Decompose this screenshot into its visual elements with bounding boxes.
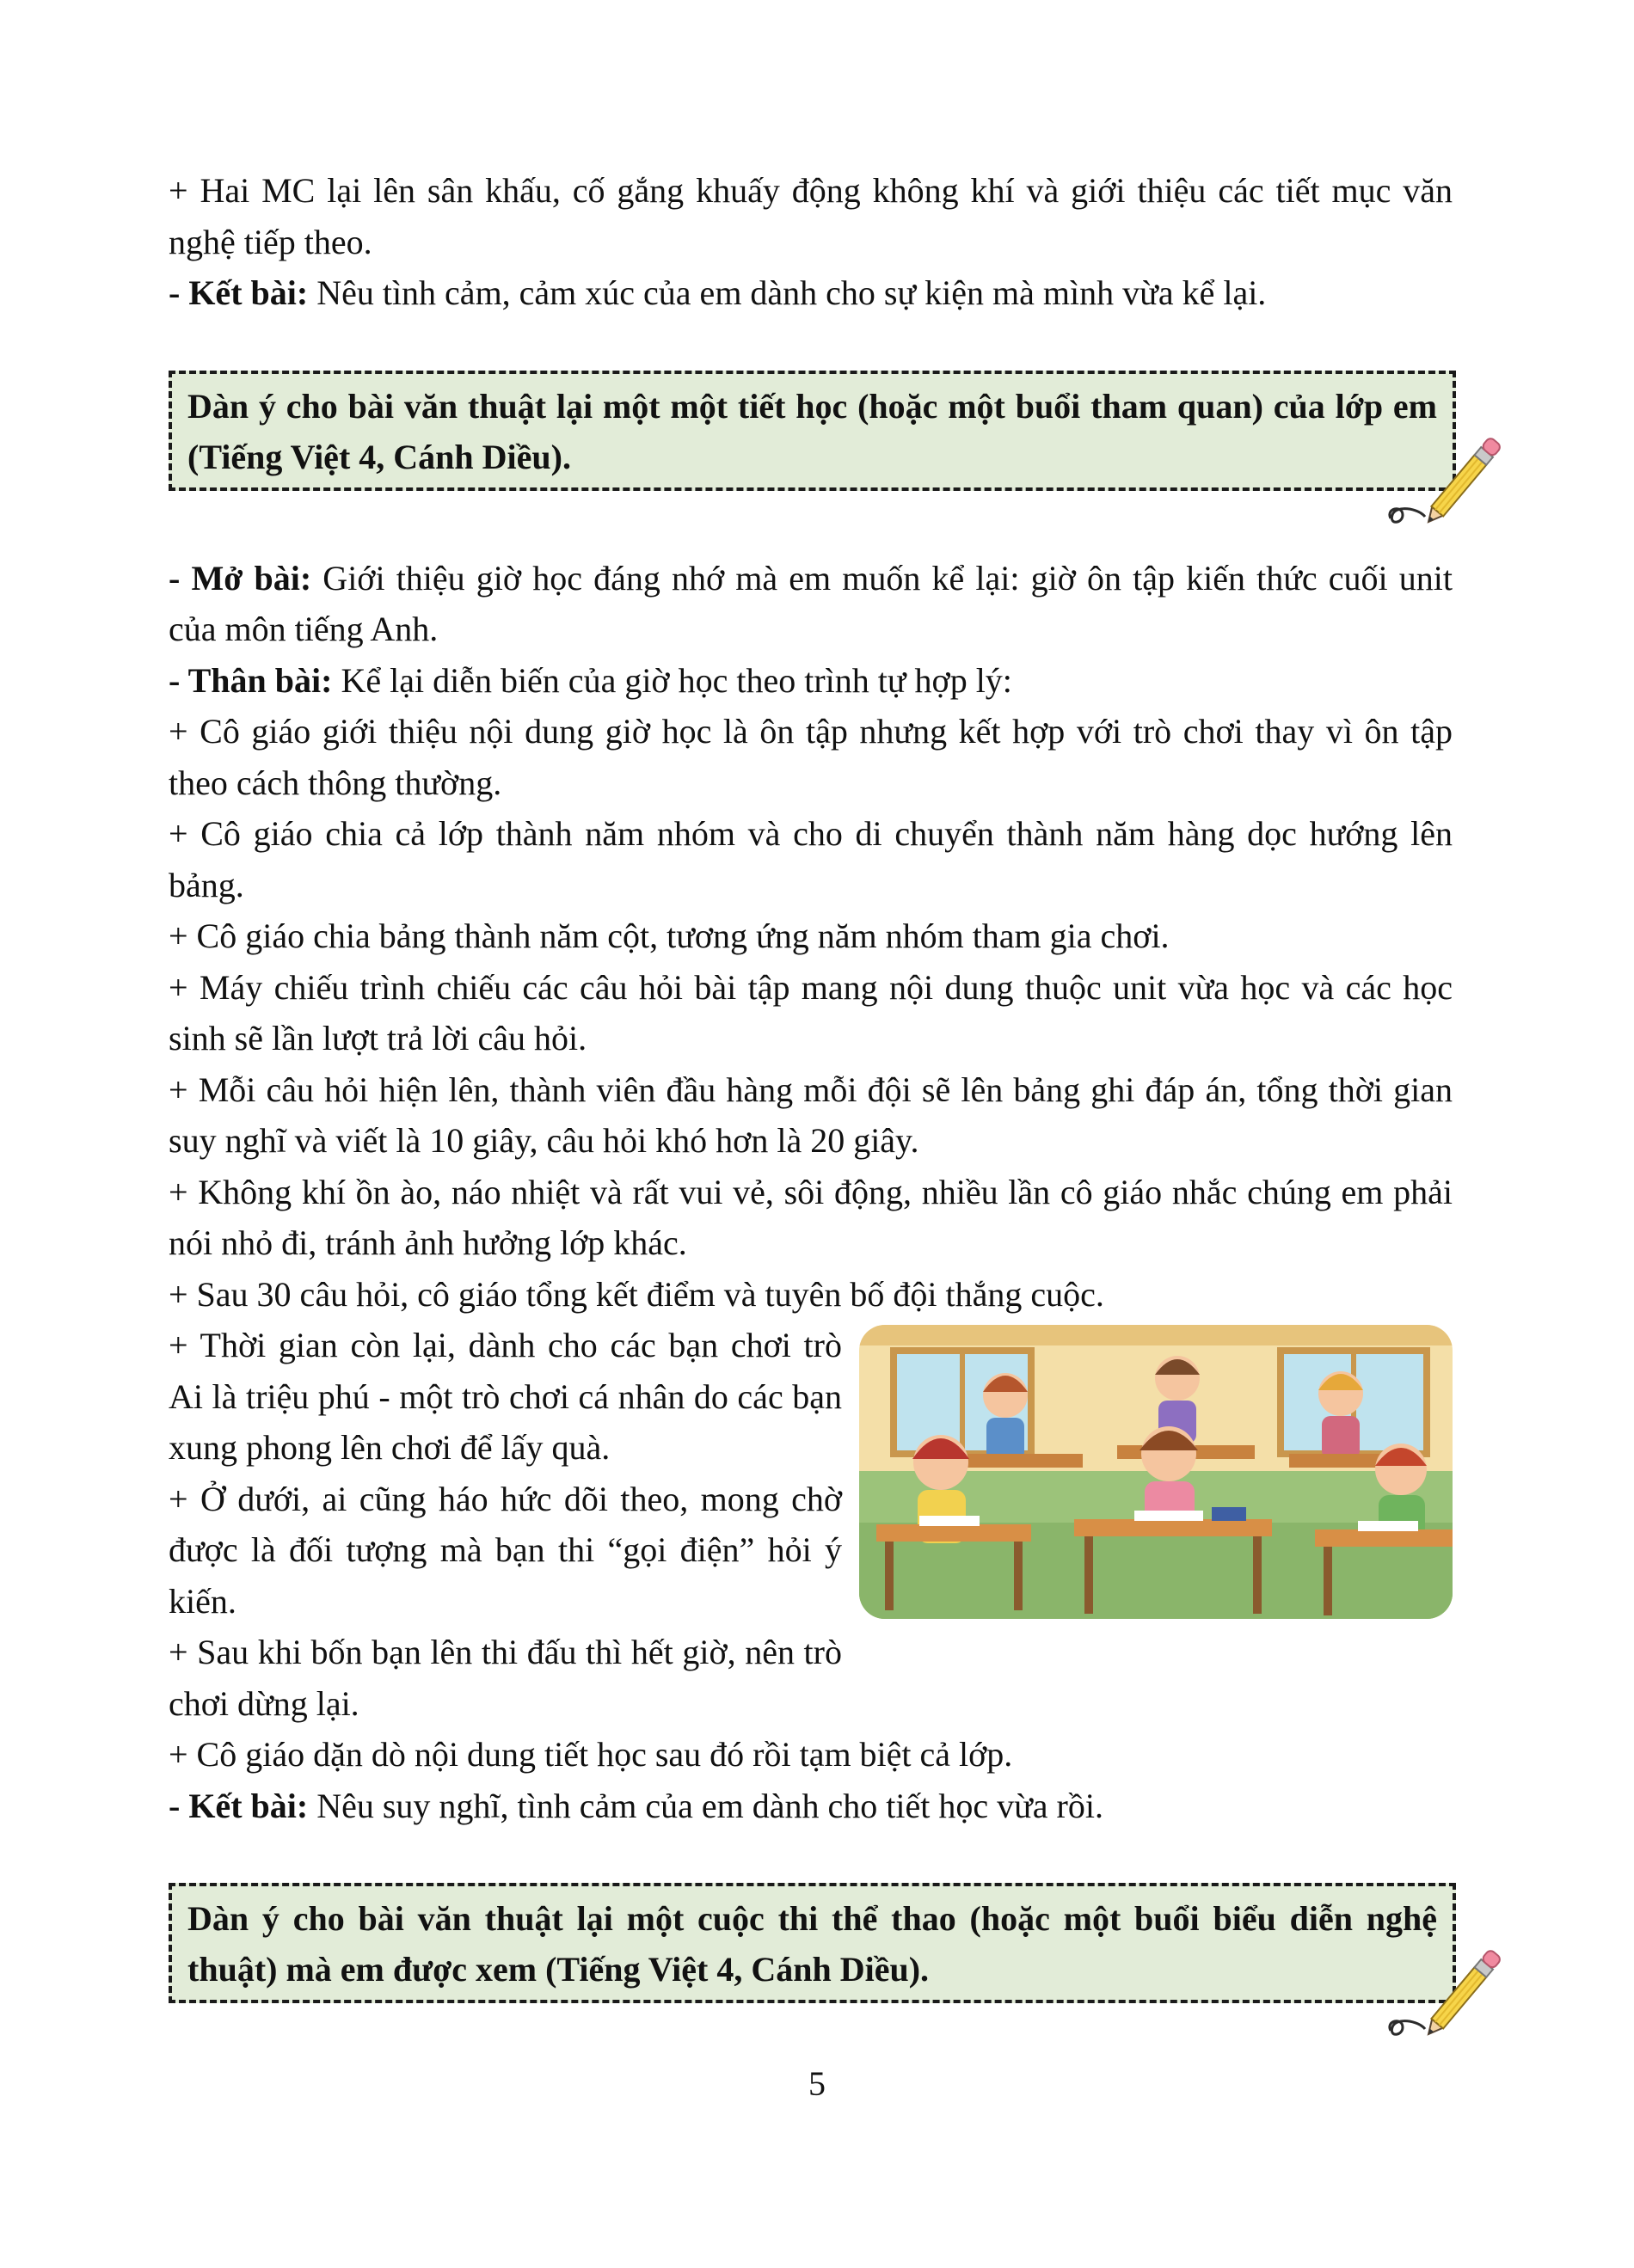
text-than-bai: Kể lại diễn biến của giờ học theo trình tự hợp lý:: [332, 660, 1012, 700]
heading-box-lesson-outline: [169, 371, 1456, 491]
text-mo-bai: Giới thiệu giờ học đáng nhớ mà em muốn kể lại: giờ ôn tập kiến thức cuối unit của môn tiếng Anh.: [169, 558, 1453, 648]
text-with-illustration: [169, 1320, 1453, 1729]
paragraph-intro-conclusion: [169, 267, 1453, 319]
document-page: [169, 165, 1453, 2003]
label-ket-bai: - Kết bài:: [169, 273, 309, 312]
heading-lesson-outline: Dàn ý cho bài văn thuật lại một một tiết học (hoặc một buổi tham quan) của lớp em (Tiếng Việt 4, Cánh Diều).: [187, 386, 1437, 476]
paragraph-ket-bai: [169, 1781, 1453, 1832]
list-item: + Sau 30 câu hỏi, cô giáo tổng kết điểm và tuyên bố đội thắng cuộc.: [169, 1274, 1104, 1314]
heading-box-sport-outline: [169, 1883, 1456, 2003]
pencil-icon: [1384, 1938, 1513, 2050]
paragraph-mo-bai: [169, 553, 1453, 655]
pencil-icon: [1384, 426, 1513, 537]
paragraph-mc-line: + Hai MC lại lên sân khấu, cố gắng khuấy động không khí và giới thiệu các tiết mục văn nghệ tiếp theo.: [169, 171, 1453, 261]
list-item: + Cô giáo chia bảng thành năm cột, tương ứng năm nhóm tham gia chơi.: [169, 916, 1170, 955]
list-item: + Cô giáo giới thiệu nội dung giờ học là ôn tập nhưng kết hợp với trò chơi thay vì ôn tập theo cách thông thường.: [169, 712, 1453, 802]
list-item: + Ở dưới, ai cũng háo hức dõi theo, mong chờ được là đối tượng mà bạn thi “gọi điện” hỏi ý kiến.: [169, 1479, 842, 1621]
label-than-bai: - Thân bài:: [169, 660, 333, 700]
label-mo-bai: - Mở bài:: [169, 558, 312, 598]
paragraph-than-bai: [169, 655, 1453, 707]
list-item: + Cô giáo chia cả lớp thành năm nhóm và cho di chuyển thành năm hàng dọc hướng lên bảng.: [169, 814, 1453, 904]
list-item: + Mỗi câu hỏi hiện lên, thành viên đầu hàng mỗi đội sẽ lên bảng ghi đáp án, tổng thời gian suy nghĩ và viết là 10 giây, câu hỏi khó hơn là 20 giây.: [169, 1070, 1453, 1160]
list-item: + Không khí ồn ào, náo nhiệt và rất vui vẻ, sôi động, nhiều lần cô giáo nhắc chúng em phải nói nhỏ đi, tránh ảnh hưởng lớp khác.: [169, 1172, 1453, 1262]
text-ket-bai: Nêu suy nghĩ, tình cảm của em dành cho tiết học vừa rồi.: [308, 1786, 1103, 1825]
classroom-illustration: [859, 1325, 1453, 1619]
page-number: 5: [808, 2064, 826, 2103]
text-ket-bai: Nêu tình cảm, cảm xúc của em dành cho sự kiện mà mình vừa kể lại.: [308, 273, 1267, 312]
list-item: + Cô giáo dặn dò nội dung tiết học sau đó rồi tạm biệt cả lớp.: [169, 1735, 1013, 1774]
list-item: + Sau khi bốn bạn lên thi đấu thì hết giờ, nên trò chơi dừng lại.: [169, 1633, 842, 1723]
list-item: + Thời gian còn lại, dành cho các bạn chơi trò Ai là triệu phú - một trò chơi cá nhân do các bạn xung phong lên chơi để lấy quà.: [169, 1326, 842, 1467]
list-item: + Máy chiếu trình chiếu các câu hỏi bài tập mang nội dung thuộc unit vừa học và các học sinh sẽ lần lượt trả lời câu hỏi.: [169, 967, 1453, 1057]
heading-sport-outline: Dàn ý cho bài văn thuật lại một cuộc thi thể thao (hoặc một buổi biểu diễn nghệ thuật) mà em được xem (Tiếng Việt 4, Cánh Diều).: [187, 1899, 1437, 1989]
wrapped-text-column: [169, 1320, 842, 1729]
label-ket-bai: - Kết bài:: [169, 1786, 309, 1825]
